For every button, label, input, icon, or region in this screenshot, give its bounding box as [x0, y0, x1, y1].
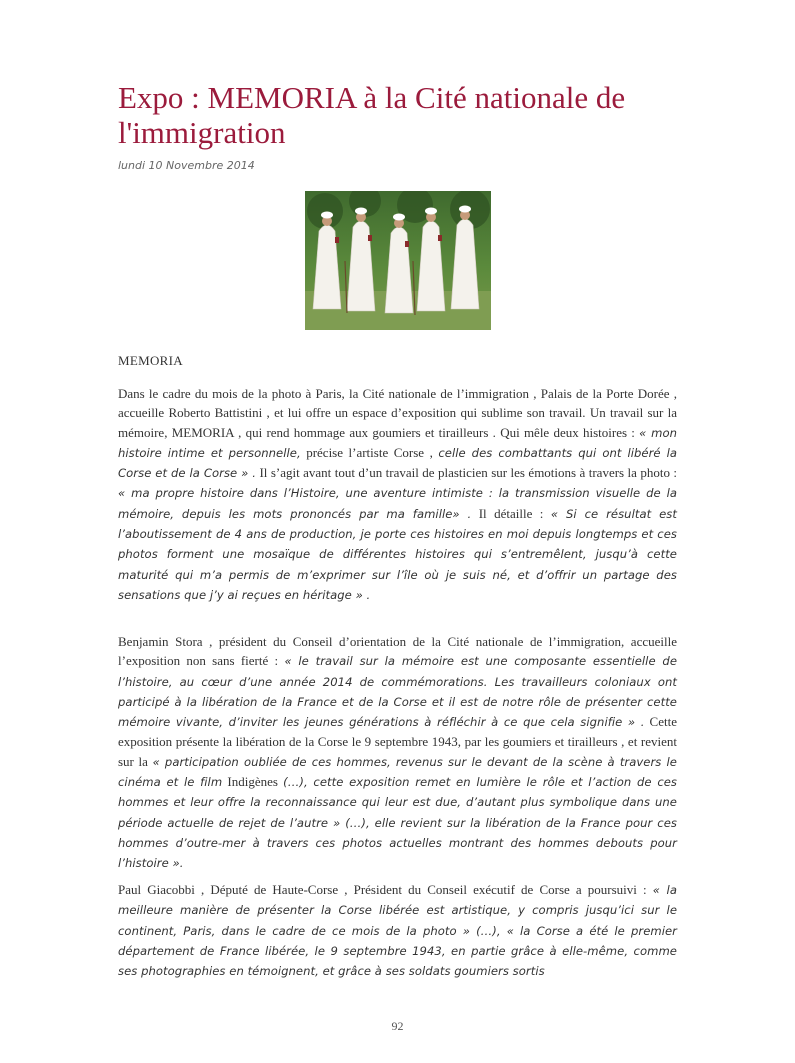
body-text: Cette exposition présente la libération de la Corse le 9 septembre 1943, par les goumiers et tirailleurs , et revient sur la [118, 714, 677, 769]
body-text: précise l’artiste Corse , [300, 444, 439, 460]
quote-text: « ma propre histoire dans l’Histoire, une aventure intimiste : la transmission visuelle de la mémoire, depuis les mots prononcés par ma famille» . [118, 486, 677, 521]
paragraph-3 [118, 880, 677, 981]
body-text: Indigènes [222, 774, 284, 790]
body-text: Benjamin Stora , président du Conseil d’orientation de la Cité nationale de l’immigration, accueille l’exposition non sans fierté : [118, 634, 677, 669]
body-text: Il détaille : [471, 505, 551, 521]
article-photo [305, 191, 491, 330]
section-heading: MEMORIA [118, 353, 183, 368]
paragraph-1 [118, 384, 677, 605]
quote-text: « participation oubliée de ces hommes, revenus sur le devant de la scène à travers le cinéma et le film [118, 754, 677, 790]
quote-text: « mon histoire intime et personnelle, [118, 425, 677, 460]
quote-text: « le travail sur la mémoire est une composante essentielle de l’histoire, au cœur d’une année 2014 de commémorations. Les travailleurs coloniaux ont participé à la libération de la France et de la Corse et il est de notre rôle de présenter cette mémoire vivante, d’inviter les jeunes générations à réfléchir à ce que cela signifie » . [118, 654, 677, 730]
quote-text: « Si ce résultat est l’aboutissement de 4 ans de production, je porte ces histoires en moi depuis longtemps et ces photos forment une mosaïque de différentes histoires qui s’entremêlent, jusqu’à cette maturité qui m’a permis de m’exprimer sur l’île où je suis né, et d’offrir un partage des sensations que j’y ai reçues en héritage » . [118, 506, 677, 602]
body-text: Dans le cadre du mois de la photo à Paris, la Cité nationale de l’immigration , Palais de la Porte Dorée , accueille Roberto Battistini , et lui offre un espace d’exposition qui sublime son travail. Un travail sur la mémoire, MEMORIA , qui rend hommage aux goumiers et tirailleurs . Qui mêle deux histoires : [118, 386, 677, 440]
quote-text: (…), cette exposition remet en lumière le rôle et l’action de ces hommes et leur offre la reconnaissance qui leur est due, d’autant plus symbolique dans une période actuelle de rejet de l’autre » (…), elle revient sur la libération de la France pour ces hommes d’outre-mer à travers ces photos actuelles montrant des hommes debouts pour l’histoire ». [118, 775, 678, 871]
body-text: Paul Giacobbi , Député de Haute-Corse , Président du Conseil exécutif de Corse a poursuivi : [118, 882, 653, 897]
quote-text: « la meilleure manière de présenter la Corse libérée est artistique, y compris jusqu’ici sur le continent, Paris, dans le cadre de ce mois de la photo » (…), « la Corse a été le premier département de France libérée, le 9 septembre 1943, en partie grâce à elle-même, comme ses photographies en témoignent, et grâce à ses soldats goumiers sortis [118, 883, 677, 979]
article-date: lundi 10 Novembre 2014 [118, 159, 255, 172]
page-number: 92 [391, 1019, 404, 1033]
paragraph-2 [118, 632, 677, 874]
article-title: Expo : MEMORIA à la Cité nationale de l'immigration [118, 80, 626, 150]
quote-text: celle des combattants qui ont libéré la Corse et de la Corse » . [118, 445, 678, 481]
body-text: Il s’agit avant tout d’un travail de plasticien sur les émotions à travers la photo : [256, 465, 678, 481]
